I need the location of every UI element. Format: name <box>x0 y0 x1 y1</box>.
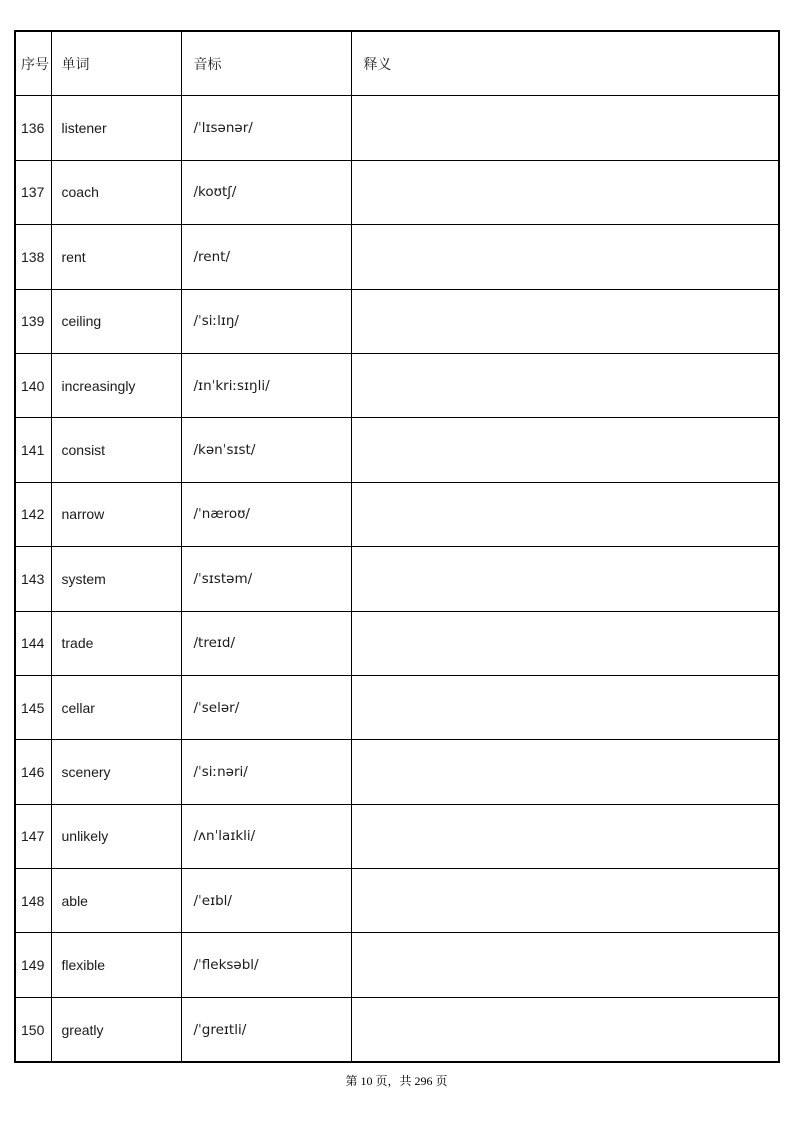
row-meaning-cell <box>351 740 779 804</box>
table-row <box>15 869 779 933</box>
row-meaning-cell <box>351 933 779 997</box>
row-word: increasingly <box>51 353 181 417</box>
table-row <box>15 225 779 289</box>
header-meaning: 释义 <box>351 31 779 96</box>
row-meaning-cell <box>351 869 779 933</box>
table-row <box>15 482 779 546</box>
row-number: 137 <box>15 160 51 224</box>
table-row <box>15 289 779 353</box>
row-word: ceiling <box>51 289 181 353</box>
row-phonetic: /ˈnæroʊ/ <box>181 482 351 546</box>
table-row <box>15 611 779 675</box>
row-number: 148 <box>15 869 51 933</box>
vocabulary-table <box>14 30 780 1063</box>
row-number: 139 <box>15 289 51 353</box>
row-meaning-cell <box>351 289 779 353</box>
row-number: 143 <box>15 547 51 611</box>
row-word: system <box>51 547 181 611</box>
row-phonetic: /ˈselər/ <box>181 675 351 739</box>
table-body <box>15 96 779 1062</box>
table-row <box>15 740 779 804</box>
row-word: greatly <box>51 997 181 1062</box>
row-phonetic: /ˈfleksəbl/ <box>181 933 351 997</box>
row-meaning-cell <box>351 353 779 417</box>
row-meaning-cell <box>351 96 779 160</box>
row-phonetic: /treɪd/ <box>181 611 351 675</box>
row-number: 146 <box>15 740 51 804</box>
row-meaning-cell <box>351 804 779 868</box>
row-phonetic: /ˈgreɪtli/ <box>181 997 351 1062</box>
table-header-row <box>15 31 779 96</box>
row-word: coach <box>51 160 181 224</box>
row-number: 141 <box>15 418 51 482</box>
row-meaning-cell <box>351 160 779 224</box>
table-row <box>15 997 779 1062</box>
row-word: listener <box>51 96 181 160</box>
row-number: 142 <box>15 482 51 546</box>
row-meaning-cell <box>351 482 779 546</box>
table-row <box>15 160 779 224</box>
row-word: scenery <box>51 740 181 804</box>
row-phonetic: /ˈsiːlɪŋ/ <box>181 289 351 353</box>
row-phonetic: /ˈlɪsənər/ <box>181 96 351 160</box>
row-word: cellar <box>51 675 181 739</box>
row-number: 136 <box>15 96 51 160</box>
row-phonetic: /ˈsɪstəm/ <box>181 547 351 611</box>
row-word: unlikely <box>51 804 181 868</box>
table-row <box>15 804 779 868</box>
table-row <box>15 96 779 160</box>
row-phonetic: /rent/ <box>181 225 351 289</box>
row-word: flexible <box>51 933 181 997</box>
row-meaning-cell <box>351 547 779 611</box>
row-number: 145 <box>15 675 51 739</box>
row-word: rent <box>51 225 181 289</box>
header-word: 单词 <box>51 31 181 96</box>
table-row <box>15 353 779 417</box>
row-word: trade <box>51 611 181 675</box>
row-word: able <box>51 869 181 933</box>
row-meaning-cell <box>351 225 779 289</box>
row-phonetic: /ɪnˈkriːsɪŋli/ <box>181 353 351 417</box>
row-number: 138 <box>15 225 51 289</box>
row-phonetic: /ʌnˈlaɪkli/ <box>181 804 351 868</box>
row-number: 144 <box>15 611 51 675</box>
row-meaning-cell <box>351 611 779 675</box>
row-phonetic: /ˈsiːnəri/ <box>181 740 351 804</box>
row-number: 140 <box>15 353 51 417</box>
row-number: 149 <box>15 933 51 997</box>
header-phonetic: 音标 <box>181 31 351 96</box>
table-row <box>15 933 779 997</box>
row-number: 147 <box>15 804 51 868</box>
row-phonetic: /ˈeɪbl/ <box>181 869 351 933</box>
row-number: 150 <box>15 997 51 1062</box>
row-meaning-cell <box>351 997 779 1062</box>
table-row <box>15 547 779 611</box>
page-footer: 第 10 页，共 296 页 <box>345 1074 448 1088</box>
row-phonetic: /koʊtʃ/ <box>181 160 351 224</box>
header-number: 序号 <box>15 31 51 96</box>
table-row <box>15 675 779 739</box>
row-meaning-cell <box>351 418 779 482</box>
table-row <box>15 418 779 482</box>
row-word: narrow <box>51 482 181 546</box>
row-word: consist <box>51 418 181 482</box>
row-meaning-cell <box>351 675 779 739</box>
row-phonetic: /kənˈsɪst/ <box>181 418 351 482</box>
